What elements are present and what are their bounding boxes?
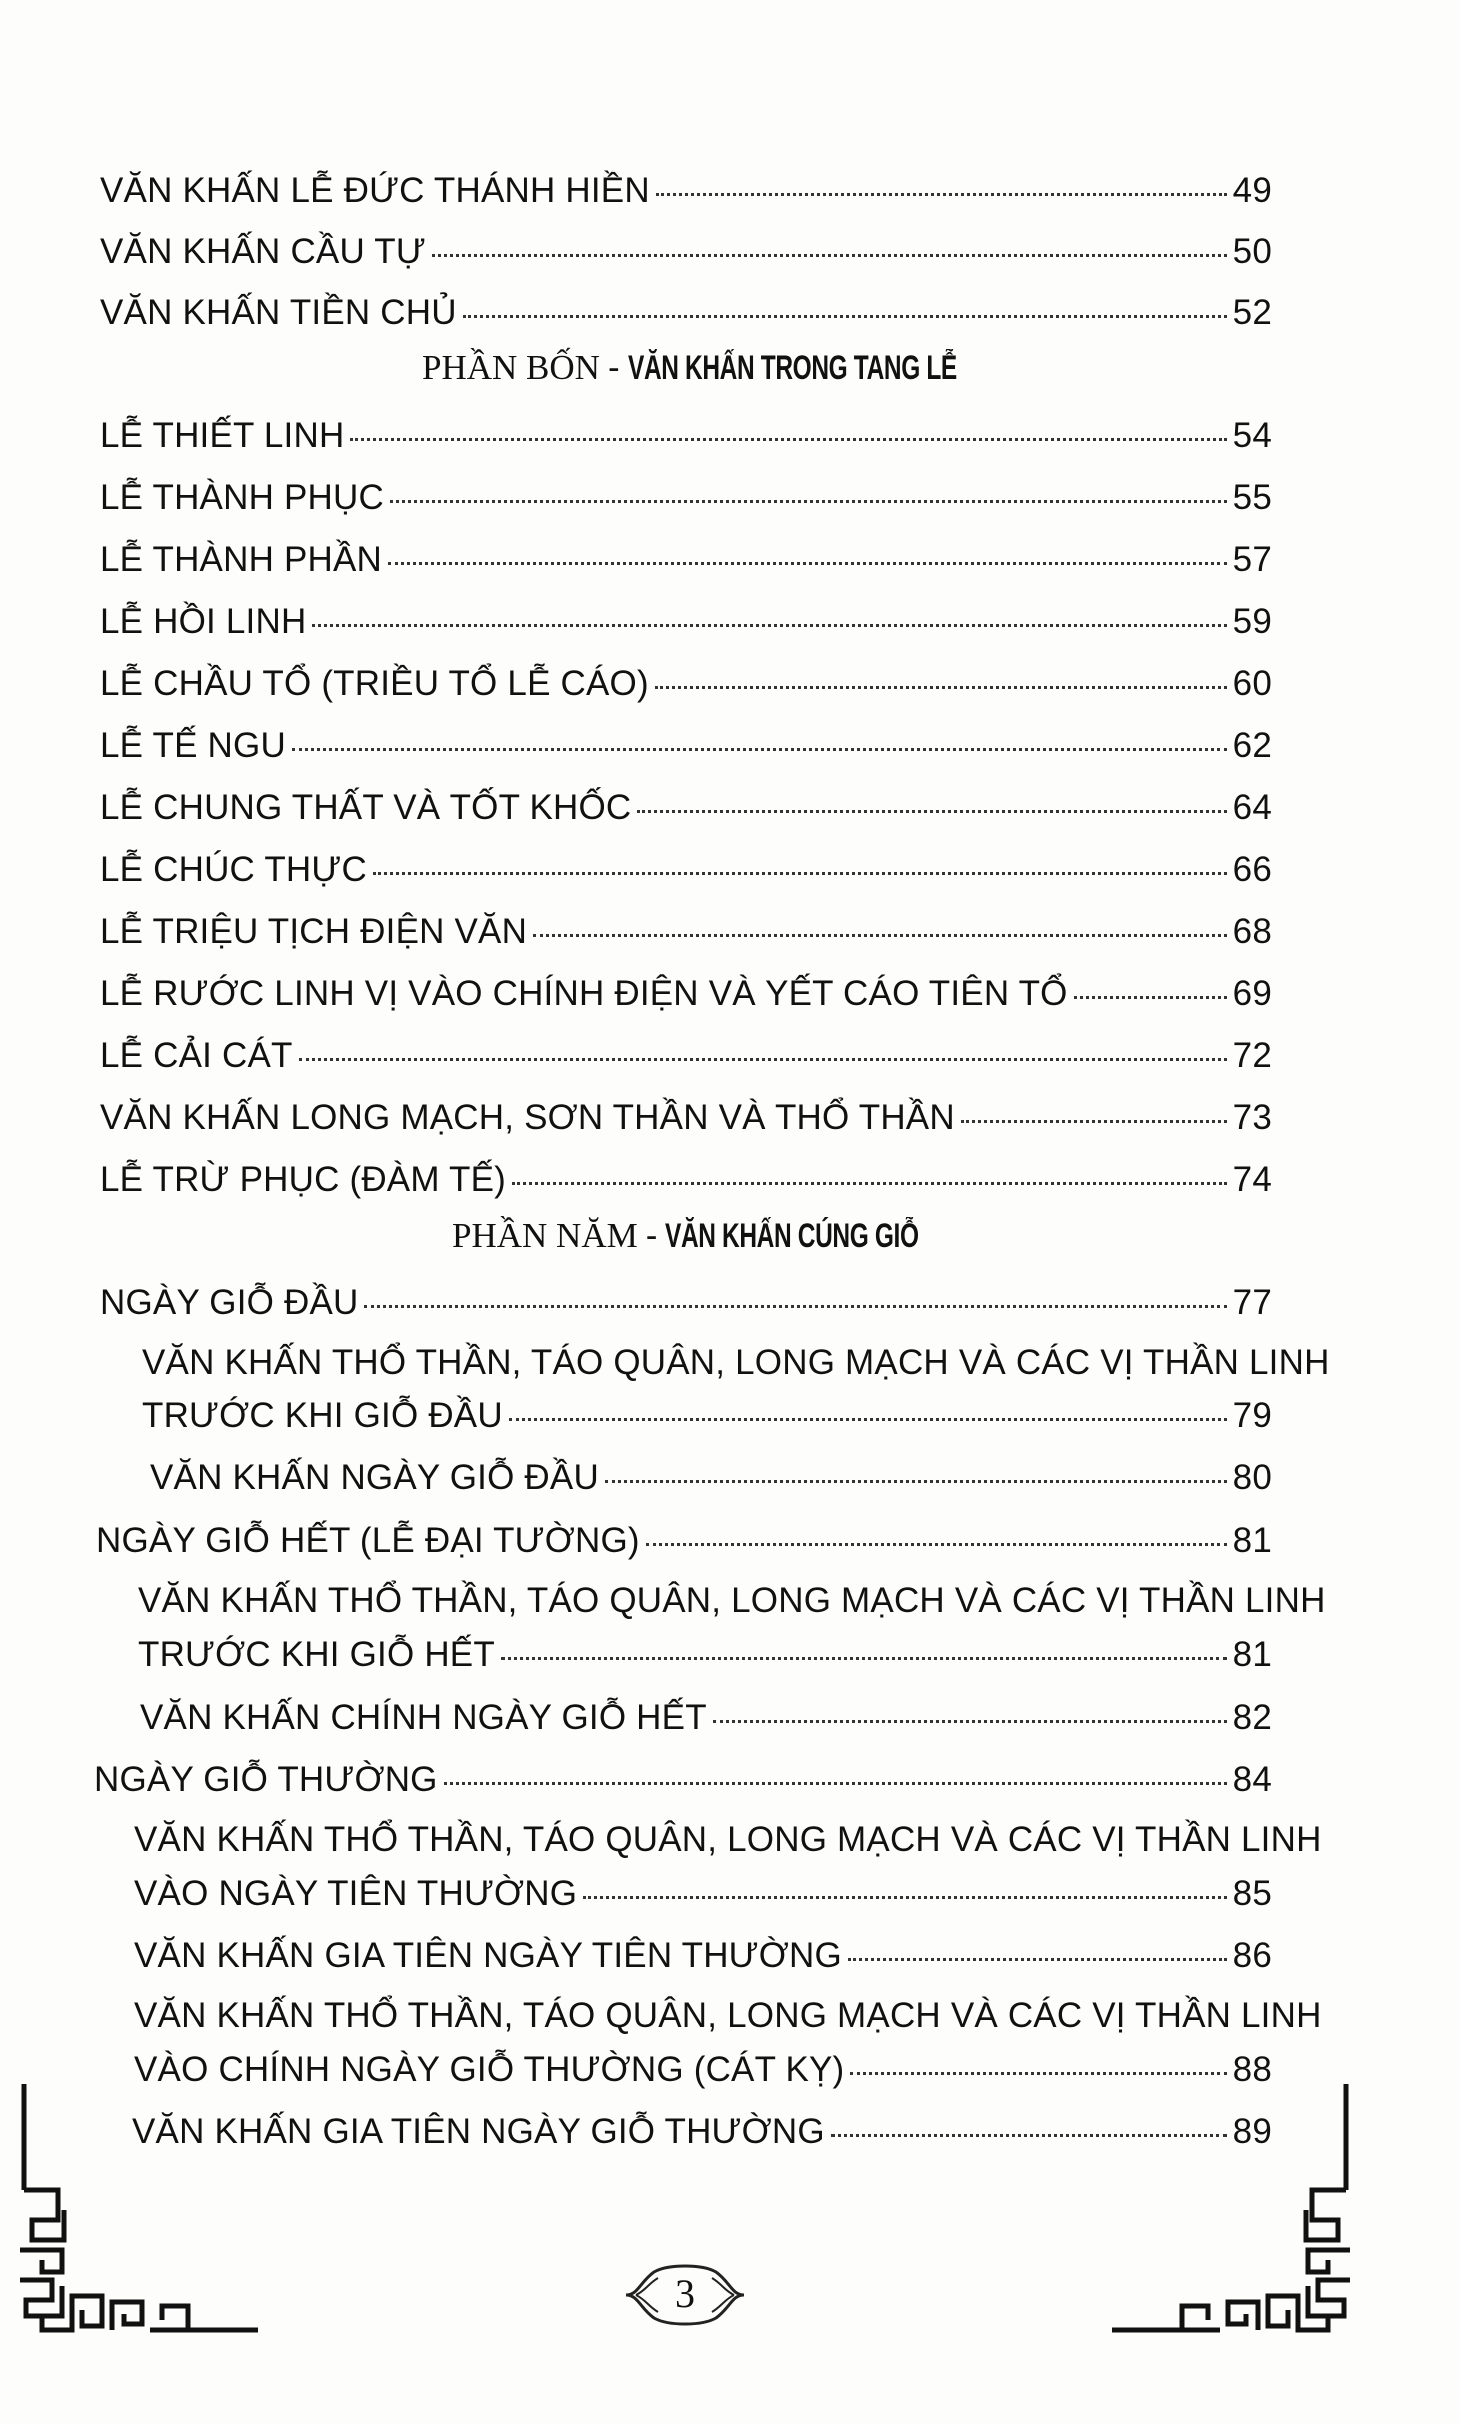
toc-entry-title: VĂN KHẤN TIỀN CHỦ — [100, 293, 457, 332]
toc-entry[interactable] — [100, 1285, 1272, 1320]
toc-entry-page: 79 — [1232, 1396, 1272, 1435]
section-heading-5: PHẦN NĂM - VĂN KHẤN CÚNG GIỖ — [452, 1216, 920, 1255]
toc-entry-title: LỄ CHẦU TỔ (TRIỀU TỔ LỄ CÁO) — [100, 664, 649, 703]
dot-leader — [848, 1958, 1227, 1961]
toc-entry-page: 88 — [1232, 2050, 1272, 2089]
dot-leader — [637, 810, 1226, 813]
dot-leader — [432, 254, 1227, 257]
toc-entry[interactable] — [100, 234, 1272, 269]
dot-leader — [1074, 996, 1227, 999]
toc-entry-page: 74 — [1232, 1160, 1272, 1199]
toc-entry[interactable] — [100, 604, 1272, 639]
dot-leader — [512, 1182, 1227, 1185]
toc-entry-title: VĂN KHẤN CHÍNH NGÀY GIỖ HẾT — [140, 1698, 707, 1737]
toc-entry-title: VĂN KHẤN GIA TIÊN NGÀY GIỖ THƯỜNG — [132, 2112, 825, 2151]
dot-leader — [299, 1058, 1227, 1061]
toc-entry-title: LỄ HỒI LINH — [100, 602, 307, 641]
toc-entry-page: 81 — [1232, 1521, 1272, 1560]
toc-entry-title: LỄ THÀNH PHẦN — [100, 540, 383, 579]
section-part-label: PHẦN BỐN — [422, 348, 600, 387]
toc-entry[interactable] — [132, 2114, 1272, 2149]
dot-leader — [292, 748, 1227, 751]
dot-leader — [509, 1418, 1227, 1421]
toc-entry[interactable] — [100, 418, 1272, 453]
toc-entry-title: LỄ CẢI CÁT — [100, 1036, 293, 1075]
toc-entry-title: VĂN KHẤN CẦU TỰ — [100, 232, 426, 271]
toc-entry[interactable] — [100, 976, 1272, 1011]
toc-entry[interactable] — [100, 1100, 1272, 1135]
toc-entry[interactable] — [100, 666, 1272, 701]
dot-leader — [533, 934, 1227, 937]
toc-entry-page: 73 — [1232, 1098, 1272, 1137]
dot-leader — [656, 193, 1227, 196]
toc-entry[interactable] — [94, 1762, 1272, 1797]
toc-entry[interactable] — [100, 542, 1272, 577]
dot-leader — [364, 1305, 1226, 1308]
toc-entry-page: 85 — [1232, 1874, 1272, 1913]
corner-ornament-right — [1108, 2080, 1358, 2340]
dot-leader — [713, 1720, 1227, 1723]
toc-entry[interactable] — [100, 1038, 1272, 1073]
toc-entry[interactable] — [134, 1876, 1272, 1911]
toc-entry-title: TRƯỚC KHI GIỖ ĐẦU — [142, 1396, 503, 1435]
toc-entry[interactable] — [100, 295, 1272, 330]
section-title: VĂN KHẤN CÚNG GIỖ — [665, 1217, 920, 1255]
toc-entry[interactable] — [142, 1398, 1272, 1433]
toc-entry-title: VĂN KHẤN LỄ ĐỨC THÁNH HIỀN — [100, 171, 650, 210]
toc-entry[interactable] — [100, 480, 1272, 515]
toc-entry-title: LỄ TRIỆU TỊCH ĐIỆN VĂN — [100, 912, 528, 951]
toc-entry-page: 82 — [1232, 1698, 1272, 1737]
toc-entry-page: 54 — [1232, 416, 1272, 455]
dot-leader — [655, 686, 1227, 689]
dot-leader — [373, 872, 1227, 875]
dot-leader — [388, 562, 1227, 565]
toc-entry-title: VĂN KHẤN GIA TIÊN NGÀY TIÊN THƯỜNG — [134, 1936, 842, 1975]
section-title: VĂN KHẤN TRONG TANG LỄ — [627, 349, 957, 387]
toc-entry-title: LỄ TẾ NGU — [100, 726, 286, 765]
toc-entry-title: VĂN KHẤN NGÀY GIỖ ĐẦU — [150, 1458, 599, 1497]
toc-entry-title: VÀO NGÀY TIÊN THƯỜNG — [134, 1874, 578, 1913]
toc-entry-page: 72 — [1232, 1036, 1272, 1075]
toc-entry-page: 52 — [1232, 293, 1272, 332]
toc-entry-page: 69 — [1232, 974, 1272, 1013]
toc-entry[interactable] — [134, 2052, 1272, 2087]
toc-entry-page: 80 — [1232, 1458, 1272, 1497]
toc-entry[interactable] — [100, 852, 1272, 887]
toc-entry-page: 66 — [1232, 850, 1272, 889]
toc-entry-title: LỄ THIẾT LINH — [100, 416, 345, 455]
toc-entry-title-line1[interactable]: VĂN KHẤN THỔ THẦN, TÁO QUÂN, LONG MẠCH VÀ CÁC VỊ THẦN LINH — [134, 1996, 1322, 2035]
toc-entry-title: LỄ RƯỚC LINH VỊ VÀO CHÍNH ĐIỆN VÀ YẾT CÁO TIÊN TỔ — [100, 974, 1068, 1013]
toc-entry[interactable] — [138, 1637, 1272, 1672]
toc-entry[interactable] — [100, 1162, 1272, 1197]
toc-entry-title: NGÀY GIỖ HẾT (LỄ ĐẠI TƯỜNG) — [96, 1521, 640, 1560]
toc-entry-page: 68 — [1232, 912, 1272, 951]
toc-entry-page: 50 — [1232, 232, 1272, 271]
corner-ornament-left — [12, 2080, 262, 2340]
toc-entry-title: LỄ THÀNH PHỤC — [100, 478, 384, 517]
dot-leader — [583, 1896, 1226, 1899]
toc-entry-title: NGÀY GIỖ THƯỜNG — [94, 1760, 438, 1799]
dot-leader — [850, 2072, 1226, 2075]
toc-entry-page: 89 — [1232, 2112, 1272, 2151]
toc-entry[interactable] — [134, 1938, 1272, 1973]
toc-entry-title: VĂN KHẤN LONG MẠCH, SƠN THẦN VÀ THỔ THẦN — [100, 1098, 955, 1137]
toc-entry[interactable] — [140, 1700, 1272, 1735]
toc-entry[interactable] — [150, 1460, 1272, 1495]
toc-entry-page: 57 — [1232, 540, 1272, 579]
dot-leader — [350, 438, 1226, 441]
toc-entry-page: 77 — [1232, 1283, 1272, 1322]
toc-entry-title: NGÀY GIỖ ĐẦU — [100, 1283, 359, 1322]
toc-entry-page: 59 — [1232, 602, 1272, 641]
toc-entry-page: 86 — [1232, 1936, 1272, 1975]
toc-entry-title: LỄ TRỪ PHỤC (ĐÀM TẾ) — [100, 1160, 506, 1199]
toc-entry-title-line1[interactable]: VĂN KHẤN THỔ THẦN, TÁO QUÂN, LONG MẠCH VÀ CÁC VỊ THẦN LINH — [138, 1581, 1326, 1620]
toc-entry-title-line1[interactable]: VĂN KHẤN THỔ THẦN, TÁO QUÂN, LONG MẠCH VÀ CÁC VỊ THẦN LINH — [134, 1820, 1322, 1859]
dot-leader — [390, 500, 1227, 503]
toc-entry-title-line1[interactable]: VĂN KHẤN THỔ THẦN, TÁO QUÂN, LONG MẠCH VÀ CÁC VỊ THẦN LINH — [142, 1343, 1330, 1382]
toc-entry-title: LỄ CHÚC THỰC — [100, 850, 367, 889]
toc-entry-page: 49 — [1232, 171, 1272, 210]
toc-entry-page: 84 — [1232, 1760, 1272, 1799]
toc-entry-page: 55 — [1232, 478, 1272, 517]
toc-entry-title: LỄ CHUNG THẤT VÀ TỐT KHỐC — [100, 788, 632, 827]
toc-entry-title: TRƯỚC KHI GIỖ HẾT — [138, 1635, 495, 1674]
toc-entry-page: 64 — [1232, 788, 1272, 827]
dot-leader — [463, 315, 1227, 318]
dot-leader — [646, 1543, 1227, 1546]
page-number: 3 — [675, 2271, 695, 2316]
dot-leader — [501, 1657, 1227, 1660]
toc-entry[interactable] — [100, 173, 1272, 208]
section-heading-4: PHẦN BỐN - VĂN KHẤN TRONG TANG LỄ — [422, 348, 957, 387]
section-part-label: PHẦN NĂM — [452, 1216, 638, 1255]
dot-leader — [444, 1782, 1227, 1785]
dot-leader — [312, 624, 1226, 627]
dot-leader — [605, 1480, 1227, 1483]
toc-entry[interactable] — [96, 1523, 1272, 1558]
toc-entry-page: 81 — [1232, 1635, 1272, 1674]
toc-entry[interactable] — [100, 790, 1272, 825]
toc-entry[interactable] — [100, 728, 1272, 763]
dot-leader — [961, 1120, 1227, 1123]
toc-entry[interactable] — [100, 914, 1272, 949]
toc-entry-page: 62 — [1232, 726, 1272, 765]
toc-entry-page: 60 — [1232, 664, 1272, 703]
toc-entry-title: VÀO CHÍNH NGÀY GIỖ THƯỜNG (CÁT KỴ) — [134, 2050, 845, 2089]
